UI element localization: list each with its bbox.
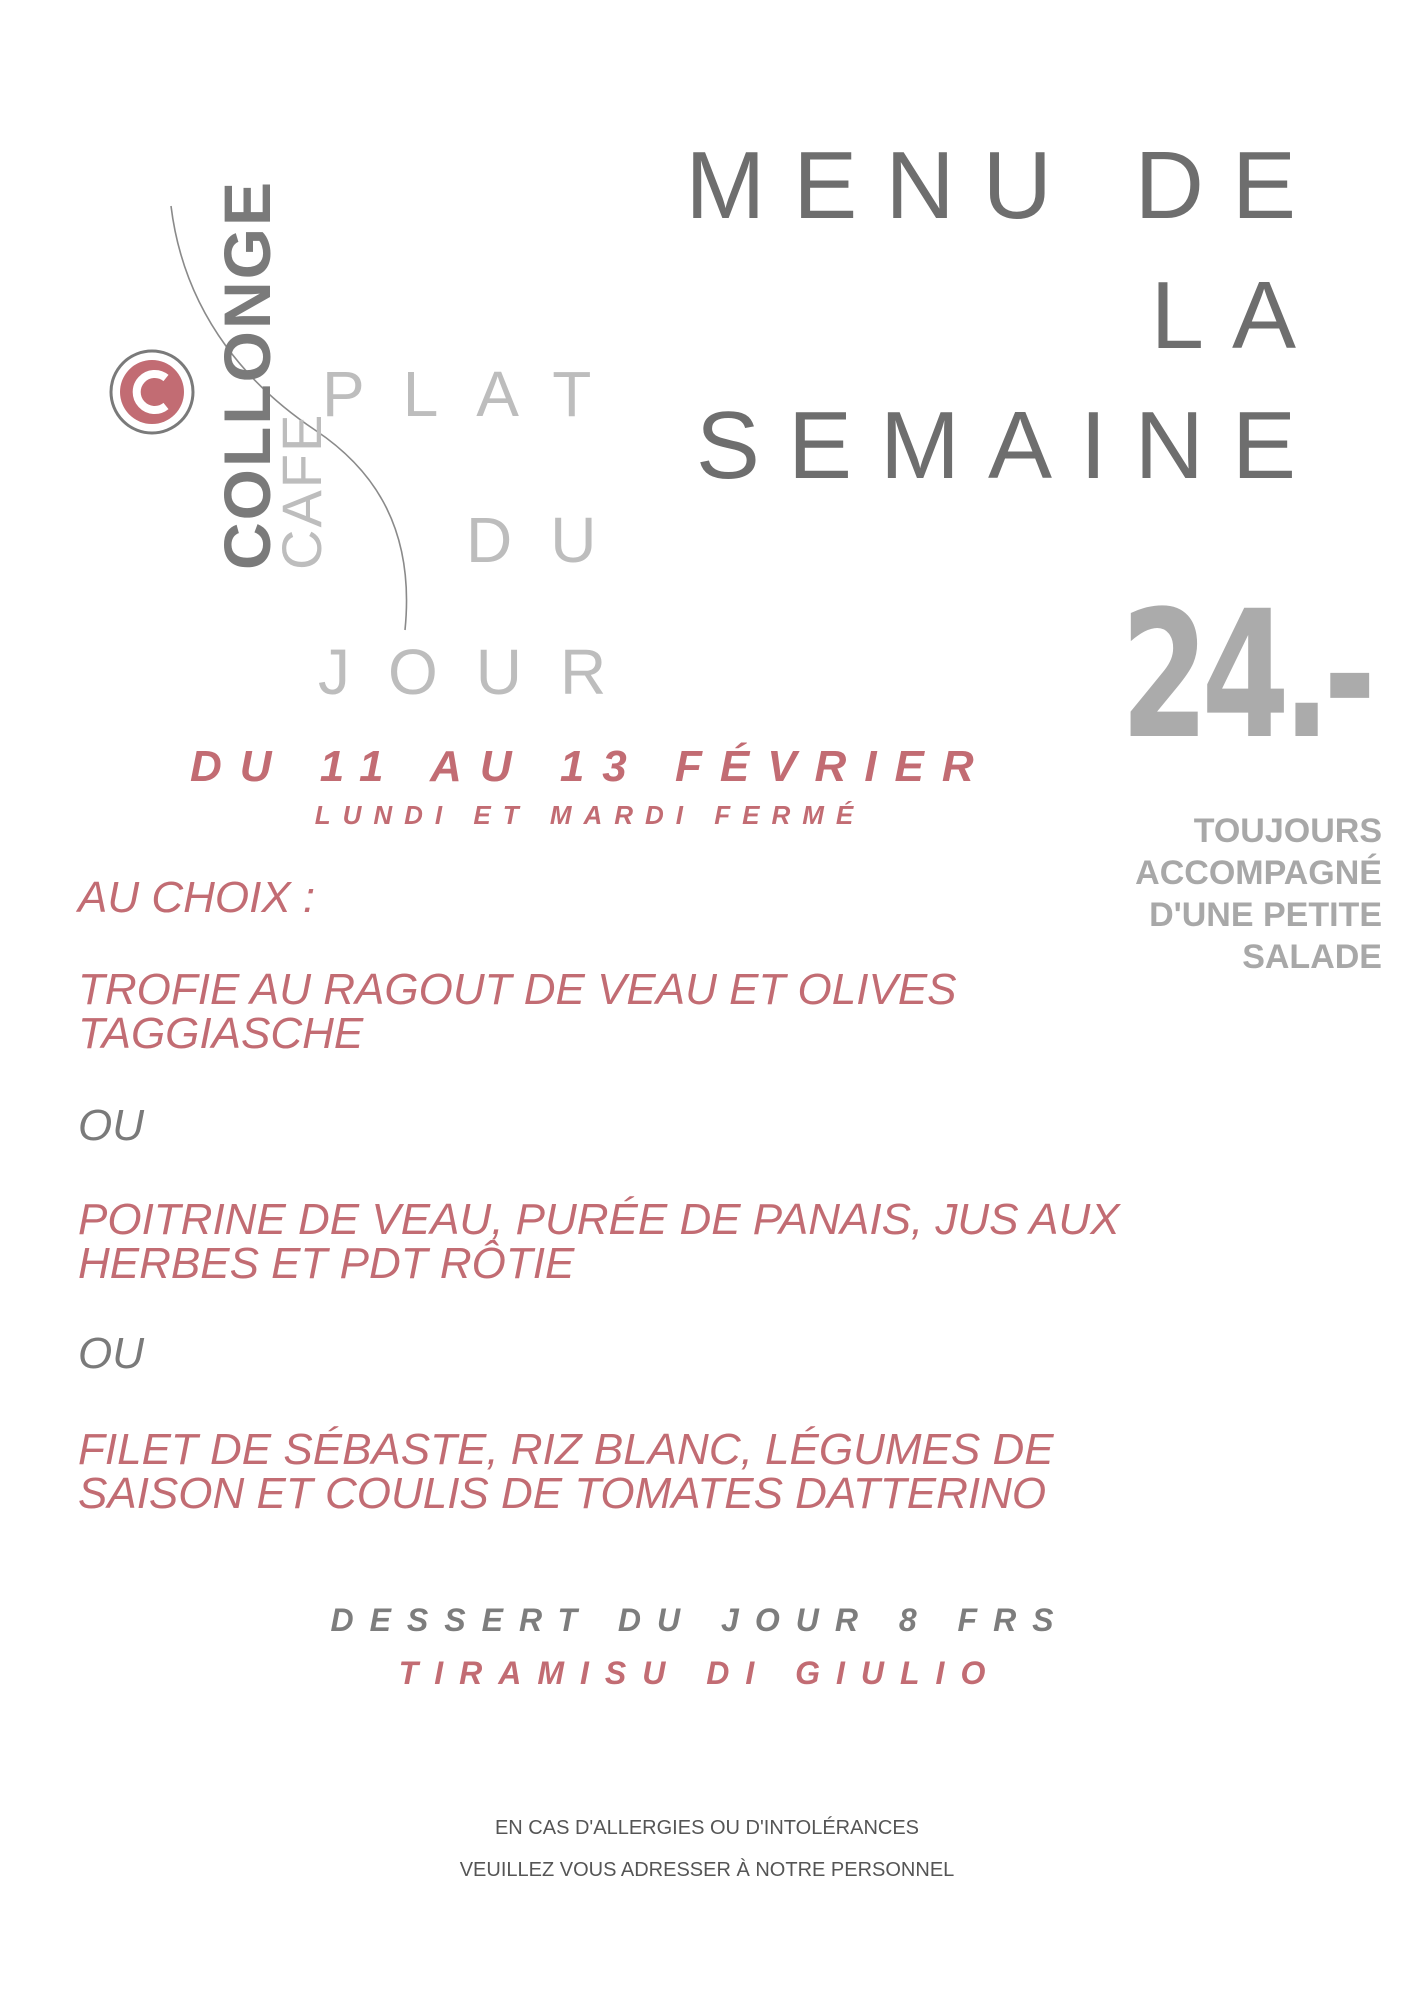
c-ring-logo-icon	[108, 348, 196, 436]
allergy-notice-line-1: EN CAS D'ALLERGIES OU D'INTOLÉRANCES	[494, 1817, 920, 1839]
plat-du-jour-word-1: PLAT	[322, 358, 630, 430]
price-note: TOUJOURS ACCOMPAGNÉ D'UNE PETITE SALADE	[1135, 812, 1382, 976]
date-range: DU 11 AU 13 FÉVRIER	[190, 742, 992, 791]
menu-title-line-2: LA	[1150, 262, 1324, 369]
closed-days: LUNDI ET MARDI FERMÉ	[314, 800, 866, 830]
menu-title-line-1: MENU DE	[685, 132, 1324, 239]
logo-wordmark: COLLONGE	[210, 180, 284, 570]
dessert-name: TIRAMISU DI GIULIO	[398, 1655, 1002, 1691]
dish-item: POITRINE DE VEAU, PURÉE DE PANAIS, JUS AUX HERBES ET PDT RÔTIE	[78, 1195, 1120, 1288]
or-separator: OU	[78, 1329, 144, 1378]
or-separator: OU	[78, 1101, 144, 1150]
plat-du-jour-word-2: DU	[466, 504, 635, 576]
price: 24.-	[1120, 573, 1369, 778]
logo-subtitle: CAFE	[270, 412, 333, 570]
allergy-notice-line-2: VEUILLEZ VOUS ADRESSER À NOTRE PERSONNEL	[459, 1859, 955, 1881]
dish-item: FILET DE SÉBASTE, RIZ BLANC, LÉGUMES DE SAISON ET COULIS DE TOMATES DATTERINO	[78, 1425, 1054, 1518]
plat-du-jour-word-3: JOUR	[318, 636, 645, 708]
menu-title-line-3: SEMAINE	[695, 392, 1324, 499]
choice-label: AU CHOIX :	[78, 873, 316, 922]
dish-item: TROFIE AU RAGOUT DE VEAU ET OLIVES TAGGIASCHE	[78, 965, 957, 1058]
dessert-label: DESSERT DU JOUR 8 FRS	[330, 1602, 1070, 1638]
